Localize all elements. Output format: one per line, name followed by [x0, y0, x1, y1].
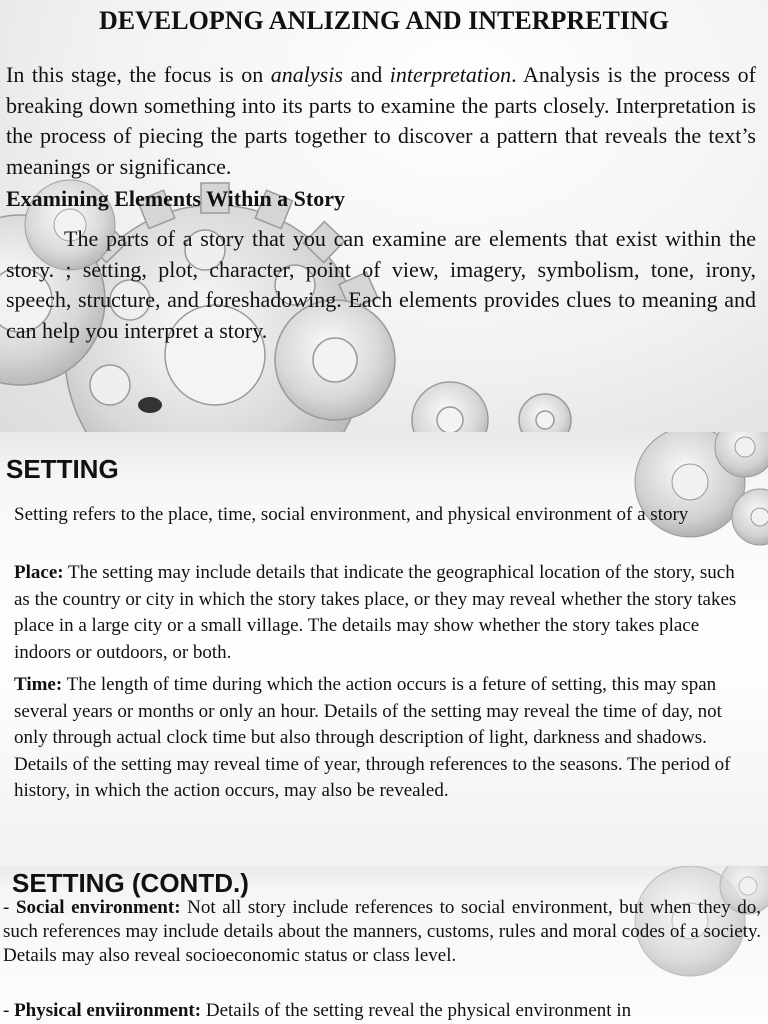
section-heading: Examining Elements Within a Story: [6, 186, 346, 211]
slide-analysis: [0, 0, 768, 432]
social-environment-paragraph: - Social environment: Not all story include references to social environment, but when they do, such references may include details about the manners, customs, rules and moral codes of a society. Details may also reveal socioeconomic status or class level.: [3, 897, 762, 966]
intro-paragraph: In this stage, the focus is on analysis and interpretation. Analysis is the process of breaking down something into its parts to examine the parts closely. Interpretation is the process of piecing the parts together to discover a pattern that reveals the text’s meanings or significance.: [6, 62, 756, 179]
slide-title: DEVELOPNG ANLIZING AND INTERPRETING: [99, 6, 669, 35]
setting-definition: Setting refers to the place, time, social environment, and physical environment of a story: [14, 504, 689, 525]
slide-setting: [0, 432, 768, 866]
elements-paragraph: The parts of a story that you can examine are elements that exist within the story. ; setting, plot, character, point of view, imagery, symbolism, tone, irony, speech, structure, and foreshadowing. Each elements provides clues to meaning and can help you interpret a story.: [6, 226, 756, 343]
physical-environment-paragraph: - Physical enviironment: Details of the setting reveal the physical environment in: [3, 1000, 632, 1021]
place-paragraph: Place: The setting may include details that indicate the geographical location of the story, such as the country or city in which the story takes place, or they may reveal whether the story takes place in a large city or a small village. The details may show whether the story takes place indoors or outdoors, or both.: [14, 562, 737, 663]
setting-title: SETTING: [6, 454, 119, 484]
slide-setting-contd: [0, 866, 768, 1024]
setting-contd-title: SETTING (CONTD.): [12, 868, 249, 898]
time-paragraph: Time: The length of time during which the action occurs is a feture of setting, this may span several years or months or only an hour. Details of the setting may reveal the time of day, not only through actual clock time but also through description of light, darkness and shadows. Details of the setting may reveal time of year, through references to the seasons. The period of history, in which the action occurs, may also be revealed.: [14, 674, 731, 801]
